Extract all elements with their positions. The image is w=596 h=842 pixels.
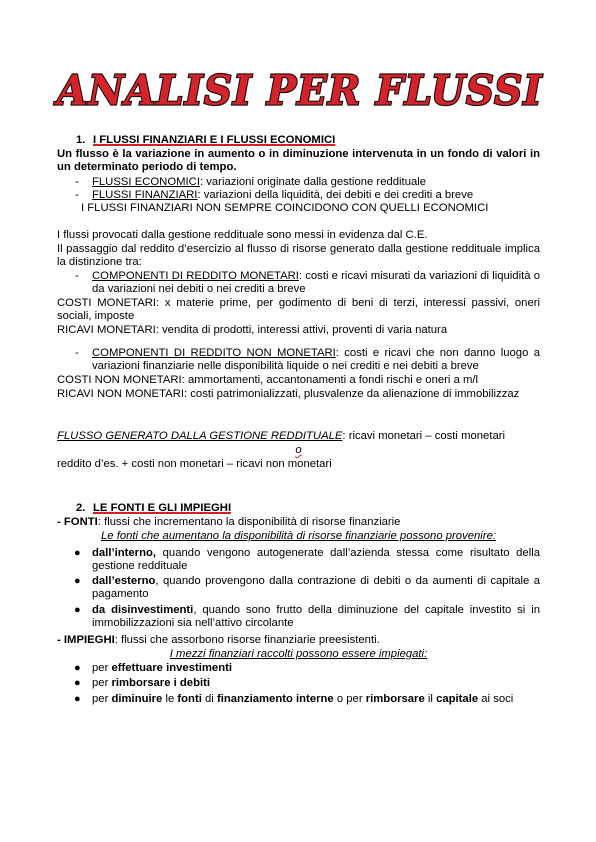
bullet-diminuire-fonti: ● per diminuire le fonti di finanziamento interne o per rimborsare il capitale ai soci: [74, 693, 514, 705]
ricavi-monetari: RICAVI MONETARI: vendita di prodotti, interessi attivi, proventi di varia natura: [57, 324, 448, 336]
dash-item-flussi-economici: - FLUSSI ECONOMICI: variazioni originate dalla gestione reddituale: [75, 176, 427, 188]
or-separator: o: [295, 444, 302, 456]
dash-item-flussi-finanziari: - FLUSSI FINANZIARI: variazioni della liquidità, dei debiti e dei crediti a breve: [75, 189, 474, 201]
dash-item-componenti-non-monetari: - COMPONENTI DI REDDITO NON MONETARI: costi e ricavi che non danno luogo a variazioni finanziarie nelle disponibilità liquide o nei crediti e nei debiti a breve: [75, 347, 540, 373]
bullet-effettuare-investimenti: ● per effettuare investimenti: [74, 662, 233, 674]
flusso-generato: FLUSSO GENERATO DALLA GESTIONE REDDITUALE: ricavi monetari – costi monetari: [57, 430, 506, 442]
costi-non-monetari: COSTI NON MONETARI: ammortamenti, accantonamenti a fondi rischi e oneri a m/l: [57, 374, 479, 386]
bullet-dall-esterno: ● dall’esterno, quando provengono dalla contrazione di debiti o da aumenti di capitale a pagamento: [74, 575, 540, 601]
title-banner: [57, 66, 543, 116]
dash-item-componenti-monetari: - COMPONENTI DI REDDITO MONETARI: costi e ricavi misurati da variazioni di liquidità o da variazioni nei debiti o nei crediti a breve: [75, 270, 540, 296]
paragraph-passaggio: Il passaggio dal reddito d’esercizio al flusso di risorse generato dalla gestione reddituale implica la distinzione tra:: [57, 243, 540, 269]
note-flussi: I FLUSSI FINANZIARI NON SEMPRE COINCIDONO CON QUELLI ECONOMICI: [81, 202, 489, 214]
costi-monetari: COSTI MONETARI: x materie prime, per godimento di beni di terzi, interessi passivi, oneri sociali, imposte: [57, 297, 540, 323]
paragraph-ce: I flussi provocati dalla gestione reddituale sono messi in evidenza dal C.E.: [57, 229, 428, 241]
bullet-rimborsare-debiti: ● per rimborsare i debiti: [74, 677, 211, 689]
impieghi-definition: - IMPIEGHI: flussi che assorbono risorse finanziarie preesistenti.: [57, 634, 380, 646]
page-title: ANALISI PER FLUSSI: [57, 66, 543, 116]
bullet-dall-interno: ● dall’interno, quando vengono autogenerate dall’azienda stessa come risultato della gestione reddituale: [74, 547, 540, 573]
fonti-definition: - FONTI: flussi che incrementano la disponibilità di risorse finanziarie: [57, 516, 401, 528]
impieghi-subheading: I mezzi finanziari raccolti possono essere impiegati:: [169, 648, 428, 660]
section-1-intro: Un flusso è la variazione in aumento o in diminuzione intervenuta in un fondo di valori in un determinato periodo di tempo.: [57, 148, 540, 174]
formula-reddito: reddito d’es. + costi non monetari – ricavi non monetari: [57, 458, 332, 470]
ricavi-non-monetari: RICAVI NON MONETARI: costi patrimonializzati, plusvalenze da alienazione di immobilizzaz: [57, 388, 520, 400]
bullet-da-disinvestimenti: ● da disinvestimenti, quando sono frutto della diminuzione del capitale investito si in immobilizzazioni sia nell’attivo circolante: [74, 604, 540, 630]
fonti-subheading: Le fonti che aumentano la disponibilità di risorse finanziarie possono provenire:: [101, 530, 496, 542]
